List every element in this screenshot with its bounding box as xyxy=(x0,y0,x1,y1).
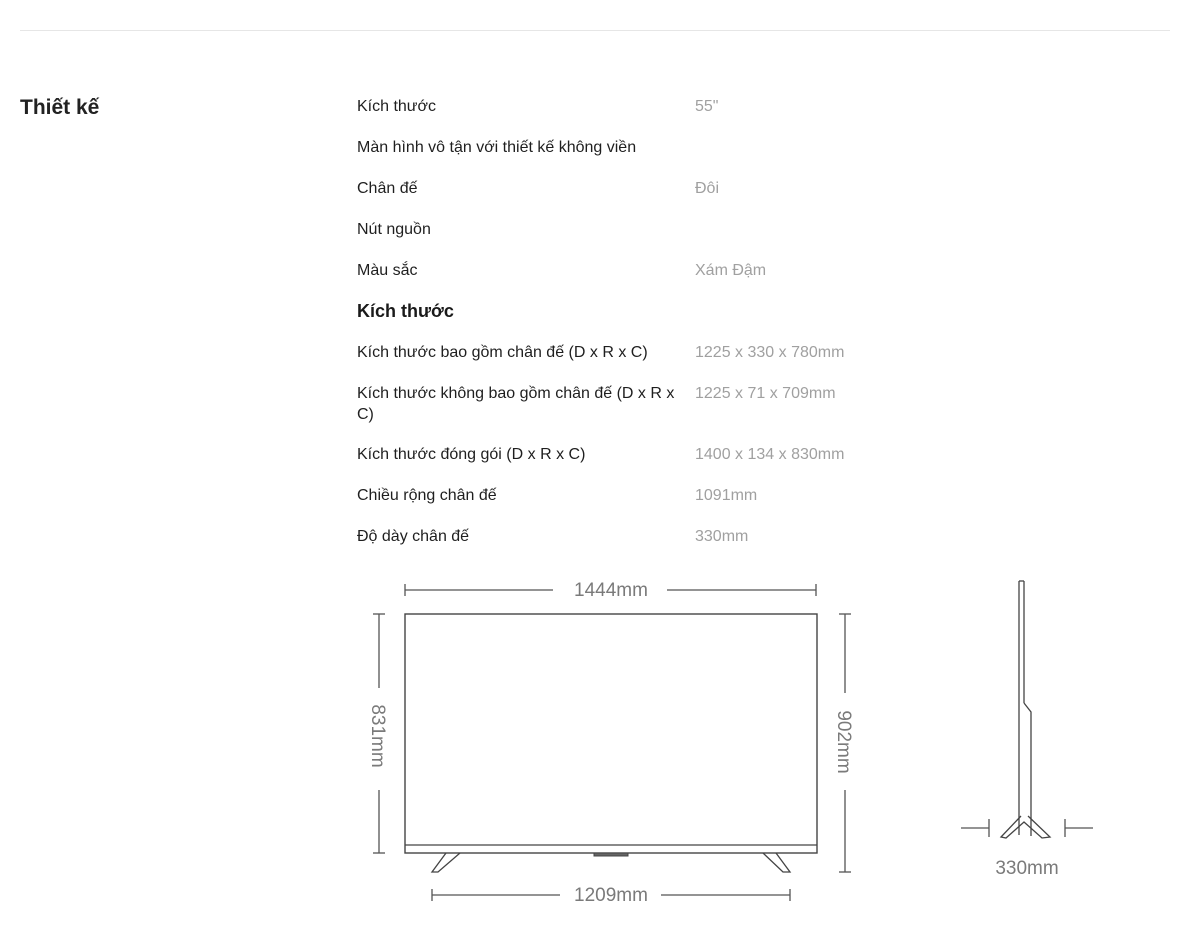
spec-row-without-stand xyxy=(357,383,917,444)
spec-label: Chiều rộng chân đế xyxy=(357,487,497,504)
spec-value: 1400 x 134 x 830mm xyxy=(695,446,845,463)
spec-row-with-stand xyxy=(357,342,917,383)
spec-row-size xyxy=(357,96,917,137)
spec-value: 55" xyxy=(695,98,719,115)
spec-value: 1225 x 330 x 780mm xyxy=(695,344,845,361)
spec-label: Kích thước đóng gói (D x R x C) xyxy=(357,446,586,463)
side-depth-line xyxy=(961,819,1093,837)
side-depth-label: 330mm xyxy=(995,858,1059,879)
bottom-width-line xyxy=(432,889,790,901)
spec-value: Đôi xyxy=(695,180,720,197)
bottom-width-label: 1209mm xyxy=(574,885,648,906)
spec-row-power-button xyxy=(357,219,917,260)
dimensions-heading: Kích thước xyxy=(357,301,454,321)
right-height-line xyxy=(839,614,851,872)
spec-row-bezel xyxy=(357,137,917,178)
spec-row-stand-depth xyxy=(357,526,917,567)
spec-value: 1091mm xyxy=(695,487,758,504)
dimensions-heading-row xyxy=(357,299,917,342)
spec-value: 1225 x 71 x 709mm xyxy=(695,385,836,402)
spec-label: Chân đế xyxy=(357,180,418,197)
spec-label: Nút nguồn xyxy=(357,221,431,238)
spec-row-color xyxy=(357,260,917,299)
top-width-line xyxy=(405,584,816,596)
spec-label: Kích thước xyxy=(357,98,437,115)
spec-value: Xám Đậm xyxy=(695,262,767,279)
spec-label: Màu sắc xyxy=(357,262,418,279)
right-height-label: 902mm xyxy=(833,710,854,774)
spec-label: Màn hình vô tận với thiết kế không viền xyxy=(357,139,637,156)
tv-side xyxy=(1001,581,1050,838)
spec-label: Kích thước bao gồm chân đế (D x R x C) xyxy=(357,344,648,361)
spec-label: Độ dày chân đế xyxy=(357,528,470,545)
left-height-line xyxy=(373,614,385,853)
left-height-label: 831mm xyxy=(367,704,388,768)
spec-table xyxy=(357,96,917,567)
section-title: Thiết kế xyxy=(20,96,100,119)
spec-value: 330mm xyxy=(695,528,749,545)
tv-front xyxy=(405,614,817,872)
spec-row-stand xyxy=(357,178,917,219)
top-divider xyxy=(20,30,1170,31)
spec-row-stand-width xyxy=(357,485,917,526)
spec-label: Kích thước không bao gồm chân đế (D x R x C) xyxy=(357,385,675,423)
spec-row-package xyxy=(357,444,917,485)
top-width-label: 1444mm xyxy=(574,580,648,601)
